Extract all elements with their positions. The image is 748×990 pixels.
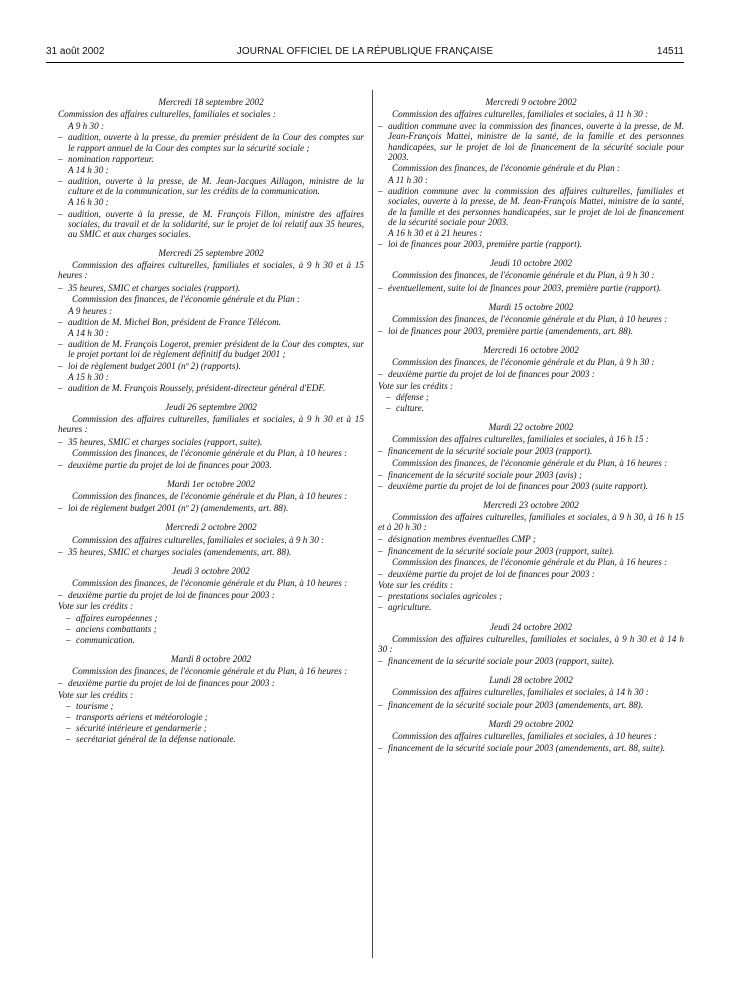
commission-line: Commission des finances, de l'économie générale et du Plan, à 9 h 30 : xyxy=(392,270,655,281)
agenda-item: – financement de la sécurité sociale pour 2003 (amendements, art. 88). xyxy=(378,700,684,710)
agenda-item: – audition, ouverte à la presse, de M. François Fillon, ministre des affaires sociales, du travail et de la solidarité, sur le projet de loi relatif aux 35 heures, au SMIC et aux charges sociales. xyxy=(58,209,364,239)
agenda-item: – 35 heures, SMIC et charges sociales (rapport, suite). xyxy=(58,437,364,447)
vote-label: Vote sur les crédits : xyxy=(378,380,454,391)
agenda-item: – loi de règlement budget 2001 (nº 2) (rapports). xyxy=(58,361,364,371)
agenda-day xyxy=(378,500,684,613)
commission-line: Commission des finances, de l'économie générale et du Plan, à 9 h 30 : xyxy=(392,357,655,368)
agenda-day xyxy=(58,566,364,645)
left-column xyxy=(58,97,364,753)
day-heading: Mercredi 9 octobre 2002 xyxy=(485,97,577,107)
agenda-item: – audition de M. Michel Bon, président de France Télécom. xyxy=(58,317,364,327)
page-number: 14511 xyxy=(656,46,684,57)
credit-item: – tourisme ; xyxy=(58,701,364,711)
credit-item: – secrétariat général de la défense nationale. xyxy=(58,734,364,744)
session-time: A 14 h 30 : xyxy=(68,328,109,339)
page-header xyxy=(46,46,684,62)
agenda-day xyxy=(378,622,684,667)
session-time: A 15 h 30 : xyxy=(68,371,109,382)
agenda-day xyxy=(378,719,684,753)
agenda-item: – financement de la sécurité sociale pour 2003 (rapport, suite). xyxy=(378,546,684,556)
agenda-item: – audition de M. François Roussely, président-directeur général d'EDF. xyxy=(58,383,364,393)
day-heading: Jeudi 24 octobre 2002 xyxy=(489,621,573,632)
commission-line: Commission des affaires culturelles, familiales et sociales, à 9 h 30 et à 14 h 30 : xyxy=(378,633,684,654)
credit-item: – transports aériens et météorologie ; xyxy=(58,712,364,722)
session-time: A 14 h 30 : xyxy=(68,164,109,175)
agenda-item: – financement de la sécurité sociale pour 2003 (rapport, suite). xyxy=(378,656,684,666)
agenda-item: – financement de la sécurité sociale pour 2003 (rapport). xyxy=(378,446,684,456)
day-heading: Mardi 8 octobre 2002 xyxy=(170,654,252,665)
agenda-item: – deuxième partie du projet de loi de finances pour 2003 : xyxy=(378,369,684,379)
vote-label: Vote sur les crédits : xyxy=(58,689,134,700)
column-divider xyxy=(372,90,373,958)
agenda-item: – éventuellement, suite loi de finances pour 2003, première partie (rapport). xyxy=(378,283,684,293)
day-heading: Jeudi 10 octobre 2002 xyxy=(489,258,573,269)
agenda-item: – deuxième partie du projet de loi de finances pour 2003 : xyxy=(58,678,364,688)
agenda-item: – deuxième partie du projet de loi de finances pour 2003 (suite rapport). xyxy=(378,481,684,491)
session-time: A 9 heures : xyxy=(68,305,113,316)
commission-line: Commission des affaires culturelles, familiales et sociales, à 11 h 30 : xyxy=(392,109,649,120)
credit-item: – défense ; xyxy=(378,392,684,402)
commission-line: Commission des finances, de l'économie générale et du Plan : xyxy=(392,162,621,173)
credit-item: – communication. xyxy=(58,635,364,645)
commission-line: Commission des affaires culturelles, familiales et sociales : xyxy=(58,109,276,120)
day-heading: Mercredi 25 septembre 2002 xyxy=(158,248,264,259)
credit-item: – affaires européennes ; xyxy=(58,613,364,623)
commission-line: Commission des affaires culturelles, familiales et sociales, à 16 h 15 : xyxy=(392,434,649,445)
day-heading: Mercredi 2 octobre 2002 xyxy=(165,522,257,533)
commission-line: Commission des affaires culturelles, familiales et sociales, à 9 h 30 et à 15 heures : xyxy=(58,260,364,281)
credit-item: – anciens combattants ; xyxy=(58,624,364,634)
agenda-item: – deuxième partie du projet de loi de finances pour 2003 : xyxy=(378,569,684,579)
agenda-day xyxy=(58,97,364,239)
header-date: 31 août 2002 xyxy=(46,46,105,57)
commission-line: Commission des affaires culturelles, familiales et sociales, à 10 heures : xyxy=(392,730,657,741)
agenda-item: – loi de règlement budget 2001 (nº 2) (amendements, art. 88). xyxy=(58,503,364,513)
commission-line: Commission des affaires culturelles, familiales et sociales, à 9 h 30 et à 15 heures : xyxy=(58,414,364,435)
agenda-day xyxy=(58,402,364,470)
commission-line: Commission des affaires culturelles, familiales et sociales, à 9 h 30 : xyxy=(72,534,325,545)
session-time: A 9 h 30 : xyxy=(68,121,105,132)
agenda-item: – audition commune avec la commission des finances, ouverte à la presse, de M. Jean-François Mattei, ministre de la santé, de la famille et des personnes handicapées, sur le projet de loi de financement de la sécurité sociale pour 2003. xyxy=(378,121,684,162)
commission-line: Commission des finances, de l'économie générale et du Plan : xyxy=(72,293,301,304)
agenda-item: – loi de finances pour 2003, première partie (rapport). xyxy=(378,239,684,249)
day-heading: Lundi 28 octobre 2002 xyxy=(489,675,573,686)
agenda-item: – deuxième partie du projet de loi de finances pour 2003 : xyxy=(58,590,364,600)
commission-line: Commission des finances, de l'économie générale et du Plan, à 10 heures : xyxy=(72,578,348,589)
agenda-item: – financement de la sécurité sociale pour 2003 (avis) ; xyxy=(378,470,684,480)
day-heading: Mercredi 23 octobre 2002 xyxy=(483,500,579,510)
agenda-item: – deuxième partie du projet de loi de finances pour 2003. xyxy=(58,460,364,470)
header-rule xyxy=(46,62,684,63)
agenda-day xyxy=(378,97,684,249)
session-time: A 11 h 30 : xyxy=(388,175,428,186)
agenda-item: – agriculture. xyxy=(378,602,684,612)
agenda-item: – audition, ouverte à la presse, du premier président de la Cour des comptes sur le rapport annuel de la Cour des comptes sur la sécurité sociale ; xyxy=(58,132,364,152)
agenda-item: – 35 heures, SMIC et charges sociales (rapport). xyxy=(58,283,364,293)
commission-line: Commission des finances, de l'économie générale et du Plan, à 10 heures : xyxy=(392,313,668,324)
day-heading: Mardi 29 octobre 2002 xyxy=(488,718,574,729)
agenda-day xyxy=(58,248,364,393)
agenda-day xyxy=(378,675,684,709)
day-heading: Jeudi 26 septembre 2002 xyxy=(165,402,257,413)
agenda-item: – prestations sociales agricoles ; xyxy=(378,591,684,601)
agenda-item: – audition de M. François Logerot, premier président de la Cour des comptes, sur le projet portant loi de règlement définitif du budget 2001 ; xyxy=(58,339,364,359)
agenda-day xyxy=(378,422,684,491)
commission-line: Commission des finances, de l'économie générale et du Plan, à 10 heures : xyxy=(72,491,348,502)
day-heading: Mardi 1er octobre 2002 xyxy=(167,479,255,489)
commission-line: Commission des finances, de l'économie générale et du Plan, à 16 heures : xyxy=(72,666,348,677)
commission-line: Commission des affaires culturelles, familiales et sociales, à 14 h 30 : xyxy=(392,687,649,698)
agenda-item: – désignation membres éventuelles CMP ; xyxy=(378,534,684,544)
commission-line: Commission des finances, de l'économie générale et du Plan, à 16 heures : xyxy=(392,457,668,468)
commission-line: Commission des finances, de l'économie générale et du Plan, à 10 heures : xyxy=(72,447,348,458)
agenda-item: – audition commune avec la commission des affaires culturelles, familiales et sociales, ouverte à la presse, de M. Jean-François Mattei, ministre de la santé, de la famille et des personnes handicapées, sur le projet de loi de financement de la sécurité sociale pour 2003. xyxy=(378,186,684,227)
commission-line: Commission des finances, de l'économie générale et du Plan, à 16 heures : xyxy=(392,556,668,567)
agenda-day xyxy=(58,522,364,556)
agenda-day xyxy=(58,479,364,513)
agenda-item: – nomination rapporteur. xyxy=(58,154,364,164)
journal-title: JOURNAL OFFICIEL DE LA RÉPUBLIQUE FRANÇAISE xyxy=(236,46,494,57)
day-heading: Mercredi 18 septembre 2002 xyxy=(158,97,264,107)
session-time: A 16 h 30 et à 21 heures : xyxy=(388,227,483,238)
agenda-day xyxy=(58,654,364,744)
agenda-day xyxy=(378,302,684,336)
agenda-day xyxy=(378,345,684,413)
agenda-item: – loi de finances pour 2003, première partie (amendements, art. 88). xyxy=(378,326,684,336)
credit-item: – culture. xyxy=(378,403,684,413)
day-heading: Mardi 22 octobre 2002 xyxy=(488,422,574,433)
credit-item: – sécurité intérieure et gendarmerie ; xyxy=(58,723,364,733)
agenda-item: – 35 heures, SMIC et charges sociales (amendements, art. 88). xyxy=(58,547,364,557)
day-heading: Mercredi 16 octobre 2002 xyxy=(483,345,579,356)
session-time: A 16 h 30 : xyxy=(68,197,109,208)
commission-line: Commission des affaires culturelles, familiales et sociales, à 9 h 30, à 16 h 15 et à 20 h 30 : xyxy=(378,512,684,533)
agenda-item: – audition, ouverte à la presse, de M. Jean-Jacques Aillagon, ministre de la culture et de la communication, sur les crédits de la communication. xyxy=(58,176,364,196)
right-column xyxy=(378,97,684,762)
day-heading: Mardi 15 octobre 2002 xyxy=(488,301,574,312)
vote-label: Vote sur les crédits : xyxy=(378,580,454,591)
day-heading: Jeudi 3 octobre 2002 xyxy=(172,565,250,576)
agenda-item: – financement de la sécurité sociale pour 2003 (amendements, art. 88, suite). xyxy=(378,743,684,753)
vote-label: Vote sur les crédits : xyxy=(58,601,134,612)
agenda-day xyxy=(378,258,684,292)
